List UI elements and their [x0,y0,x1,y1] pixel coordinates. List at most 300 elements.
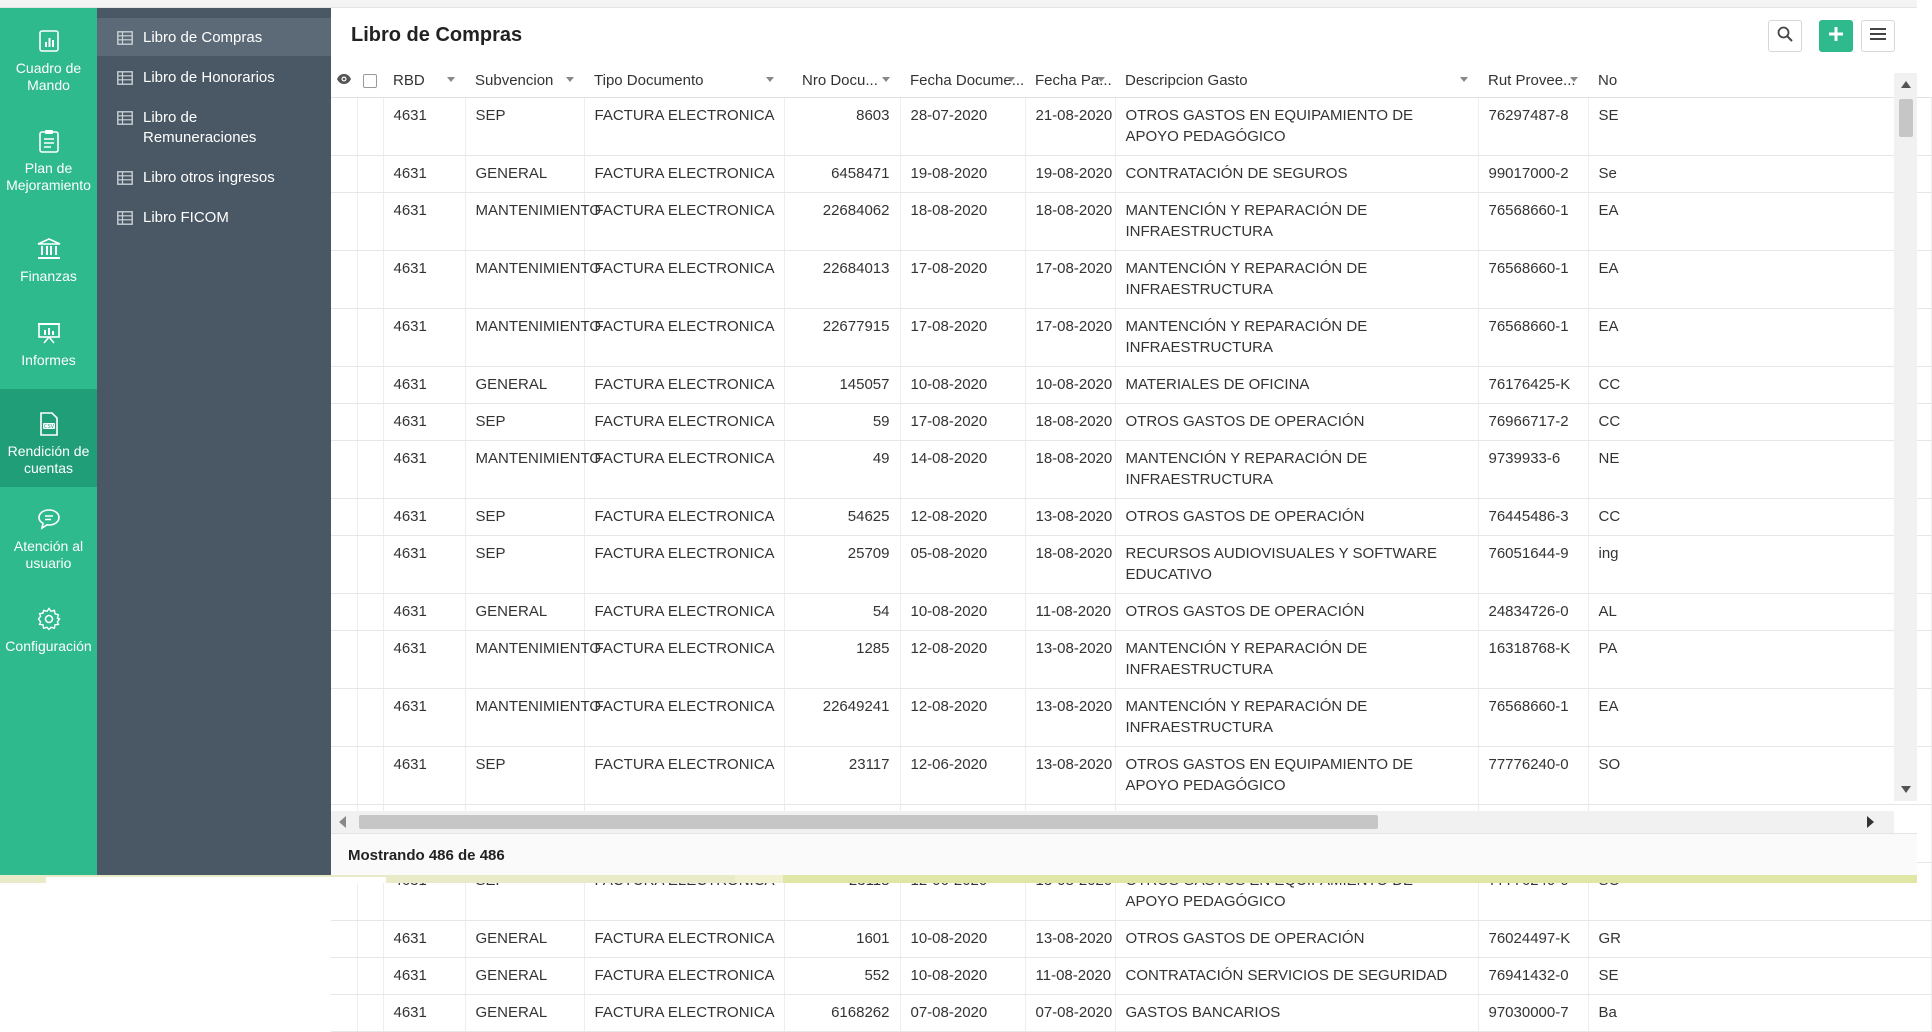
row-control-cell [331,308,357,366]
book-list-icon [117,111,133,125]
cell-rbd: 4631 [383,593,465,630]
row-select-cell[interactable] [357,746,383,804]
cell-nombre: EA [1588,192,1931,250]
cell-subvencion: MANTENIMIENTO [465,630,584,688]
cell-tipo: FACTURA ELECTRONICA [584,366,784,403]
taskbar-segment [783,875,1917,883]
cell-rut: 99017000-2 [1478,155,1588,192]
cell-rut: 76297487-8 [1478,97,1588,155]
cell-rut: 76568660-1 [1478,250,1588,308]
row-select-cell[interactable] [357,97,383,155]
cell-nro: 22649241 [784,688,900,746]
row-control-cell [331,920,357,957]
main-panel [331,8,1917,1021]
cell-nombre: SE [1588,97,1931,155]
cell-fecha-pago: 13-08-2020 [1025,630,1115,688]
row-control-cell [331,746,357,804]
cell-rut: 76445486-3 [1478,498,1588,535]
cell-nro: 22684062 [784,192,900,250]
cell-subvencion: GENERAL [465,957,584,994]
column-label: Tipo Documento [594,72,704,90]
cell-tipo: FACTURA ELECTRONICA [584,746,784,804]
taskbar-segment [735,875,783,883]
cell-fecha-doc: 14-08-2020 [900,440,1025,498]
table-header-row [331,65,1931,97]
cell-nro: 1285 [784,630,900,688]
cell-fecha-doc: 12-08-2020 [900,630,1025,688]
cell-fecha-doc: 17-08-2020 [900,250,1025,308]
row-select-cell[interactable] [357,630,383,688]
rail-item-finanzas[interactable] [0,236,97,302]
cell-subvencion: SEP [465,498,584,535]
cell-rbd: 4631 [383,366,465,403]
table-footer [331,833,1917,875]
cell-nro: 54625 [784,498,900,535]
cell-subvencion: GENERAL [465,593,584,630]
cell-rut: 24834726-0 [1478,593,1588,630]
row-control-cell [331,250,357,308]
sort-caret-icon [1097,77,1105,82]
sort-caret-icon [766,77,774,82]
cell-tipo: FACTURA ELECTRONICA [584,994,784,1031]
cell-fecha-pago: 17-08-2020 [1025,308,1115,366]
svg-text:CSV: CSV [43,424,54,430]
cell-nro: 49 [784,440,900,498]
cell-fecha-doc: 07-08-2020 [900,994,1025,1031]
table-row[interactable] [331,688,1931,746]
cell-descripcion: GASTOS BANCARIOS [1115,994,1478,1031]
cell-fecha-doc: 05-08-2020 [900,535,1025,593]
table-row[interactable] [331,403,1931,440]
cell-descripcion: MANTENCIÓN Y REPARACIÓN DE INFRAESTRUCTURA [1115,688,1478,746]
cell-descripcion: MANTENCIÓN Y REPARACIÓN DE INFRAESTRUCTURA [1115,192,1478,250]
cell-fecha-pago: 11-08-2020 [1025,957,1115,994]
table-row[interactable] [331,630,1931,688]
cell-subvencion: GENERAL [465,155,584,192]
cell-fecha-doc: 10-08-2020 [900,593,1025,630]
scroll-down-arrow-icon[interactable] [1901,786,1911,793]
main-rail [0,8,97,875]
column-header-descripcion-gasto[interactable] [1115,65,1478,97]
cell-descripcion: OTROS GASTOS DE OPERACIÓN [1115,403,1478,440]
rail-item-atencion-al-usuario[interactable] [0,506,97,586]
cell-subvencion: MANTENIMIENTO [465,308,584,366]
subnav-item-label: Libro de Honorarios [143,69,275,86]
plus-icon [1829,27,1843,46]
cell-fecha-doc: 28-07-2020 [900,97,1025,155]
scroll-left-arrow-icon[interactable] [339,816,346,828]
rail-item-label: Atención al usuario [13,538,84,571]
cell-nro: 25709 [784,535,900,593]
cell-nombre: CC [1588,498,1931,535]
cell-rut: 76568660-1 [1478,308,1588,366]
table-row[interactable] [331,250,1931,308]
row-control-cell [331,440,357,498]
subnav-item-label: Libro de Remuneraciones [143,109,257,146]
cell-subvencion: MANTENIMIENTO [465,688,584,746]
cell-fecha-pago: 18-08-2020 [1025,192,1115,250]
subnav-item-libro-ficom[interactable] [97,208,331,238]
column-label: Fecha Pa... [1035,72,1112,90]
table-row[interactable] [331,97,1931,155]
table-row[interactable] [331,308,1931,366]
cell-nombre: EA [1588,688,1931,746]
cell-tipo: FACTURA ELECTRONICA [584,308,784,366]
menu-button[interactable] [1861,20,1895,52]
column-label: RBD [393,72,425,90]
cell-rut: 76051644-9 [1478,535,1588,593]
row-select-cell[interactable] [357,250,383,308]
column-label: Rut Provee... [1488,72,1576,90]
cell-subvencion: SEP [465,746,584,804]
rail-item-informes[interactable] [0,320,97,386]
cell-tipo: FACTURA ELECTRONICA [584,192,784,250]
cell-fecha-doc: 12-08-2020 [900,688,1025,746]
row-control-cell [331,688,357,746]
row-control-cell [331,97,357,155]
cell-descripcion: OTROS GASTOS EN EQUIPAMIENTO DE APOYO PEDAGÓGICO [1115,97,1478,155]
column-header-subvencion[interactable] [465,65,584,97]
cell-tipo: FACTURA ELECTRONICA [584,630,784,688]
purchases-table [331,65,1932,1032]
select-all-header[interactable] [357,65,383,97]
row-control-cell [331,155,357,192]
cell-descripcion: MANTENCIÓN Y REPARACIÓN DE INFRAESTRUCTURA [1115,308,1478,366]
cell-fecha-doc: 12-08-2020 [900,498,1025,535]
cell-tipo: FACTURA ELECTRONICA [584,957,784,994]
table-row[interactable] [331,994,1931,1031]
cell-subvencion: GENERAL [465,994,584,1031]
cell-rbd: 4631 [383,746,465,804]
cell-nombre: EA [1588,308,1931,366]
cell-descripcion: MATERIALES DE OFICINA [1115,366,1478,403]
rail-item-configuracion[interactable] [0,606,97,672]
subnav-item-label: Libro otros ingresos [143,169,275,186]
table-row[interactable] [331,920,1931,957]
column-label: Nro Docu... [802,72,878,90]
table-row[interactable] [331,440,1931,498]
cell-nombre: AL [1588,593,1931,630]
clipboard-icon [36,128,62,154]
cell-tipo: FACTURA ELECTRONICA [584,403,784,440]
column-header-rbd[interactable] [383,65,465,97]
column-label: No [1598,72,1618,90]
cell-fecha-pago: 21-08-2020 [1025,97,1115,155]
cell-descripcion: OTROS GASTOS DE OPERACIÓN [1115,593,1478,630]
row-control-cell [331,403,357,440]
row-control-cell [331,192,357,250]
row-select-cell[interactable] [357,403,383,440]
cell-nombre: EA [1588,250,1931,308]
subnav-item-libro-otros-ingresos[interactable] [97,168,331,198]
cell-descripcion: MANTENCIÓN Y REPARACIÓN DE INFRAESTRUCTURA [1115,440,1478,498]
table-row[interactable] [331,155,1931,192]
cell-nro: 6458471 [784,155,900,192]
cell-fecha-pago: 10-08-2020 [1025,366,1115,403]
rail-item-rendicion-de-cuentas[interactable] [0,389,97,487]
cell-tipo: FACTURA ELECTRONICA [584,250,784,308]
cell-rbd: 4631 [383,498,465,535]
table-row[interactable] [331,366,1931,403]
cell-nro: 54 [784,593,900,630]
book-list-icon [117,171,133,185]
column-header-rut-proveedor[interactable] [1478,65,1588,97]
cell-tipo: FACTURA ELECTRONICA [584,535,784,593]
column-header-fecha-documento[interactable] [900,65,1025,97]
taskbar-strip [0,875,1917,883]
row-select-cell[interactable] [357,366,383,403]
sort-caret-icon [1007,77,1015,82]
cell-rbd: 4631 [383,920,465,957]
cell-fecha-doc: 12-06-2020 [900,746,1025,804]
cell-fecha-doc: 10-08-2020 [900,366,1025,403]
select-all-checkbox[interactable] [363,74,377,88]
csv-file-icon [36,411,62,437]
cell-descripcion: APOYO PEDAGÓGICO [1115,862,1478,920]
row-control-cell [331,535,357,593]
table-body [331,97,1931,1031]
cell-descripcion: CONTRATACIÓN DE SEGUROS [1115,155,1478,192]
add-button[interactable] [1819,20,1853,52]
cell-rbd: 4631 [383,192,465,250]
book-list-icon [117,211,133,225]
page-title: Libro de Compras [351,24,523,46]
column-label: Descripcion Gasto [1125,72,1248,90]
column-label: Fecha Docume... [910,72,1025,90]
subnav-item-libro-de-remuneraciones[interactable] [97,108,331,158]
presentation-icon [36,320,62,346]
rail-item-label: Plan de Mejoramiento [6,160,91,193]
row-select-cell[interactable] [357,498,383,535]
search-button[interactable] [1768,20,1802,52]
rail-item-label: Rendición de cuentas [7,443,90,476]
cell-subvencion: MANTENIMIENTO [465,250,584,308]
cell-tipo: FACTURA ELECTRONICA [584,593,784,630]
cell-tipo: FACTURA ELECTRONICA [584,920,784,957]
horizontal-scroll-thumb[interactable] [359,815,1378,829]
cell-subvencion: GENERAL [465,920,584,957]
cell-fecha-doc: 18-08-2020 [900,192,1025,250]
sort-caret-icon [1460,77,1468,82]
row-control-cell [331,994,357,1031]
cell-subvencion: SEP [465,97,584,155]
subnav-item-libro-de-honorarios[interactable] [97,68,331,98]
subnav-item-libro-de-compras[interactable] [97,18,331,56]
row-select-cell[interactable] [357,994,383,1031]
sort-caret-icon [447,77,455,82]
cell-rut: 76941432-0 [1478,957,1588,994]
column-label: Subvencion [475,72,554,90]
cell-tipo: FACTURA ELECTRONICA [584,155,784,192]
cell-fecha-pago: 19-08-2020 [1025,155,1115,192]
cell-descripcion: MANTENCIÓN Y REPARACIÓN DE INFRAESTRUCTURA [1115,630,1478,688]
horizontal-scrollbar[interactable] [331,811,1894,833]
cell-fecha-pago: 18-08-2020 [1025,403,1115,440]
cell-subvencion: SEP [465,403,584,440]
cell-descripcion: MANTENCIÓN Y REPARACIÓN DE INFRAESTRUCTURA [1115,250,1478,308]
rail-item-label: Finanzas [20,268,77,284]
cell-rbd: 4631 [383,308,465,366]
table-row[interactable] [331,746,1931,804]
cell-rbd: 4631 [383,97,465,155]
cell-subvencion: MANTENIMIENTO [465,440,584,498]
rail-item-cuadro-de-mando[interactable] [0,28,97,110]
cell-rbd: 4631 [383,688,465,746]
eye-icon [336,72,352,89]
cell-fecha-pago: 13-08-2020 [1025,920,1115,957]
sort-caret-icon [882,77,890,82]
row-select-cell[interactable] [357,192,383,250]
row-select-cell[interactable] [357,593,383,630]
cell-nro: 6168262 [784,994,900,1031]
scroll-right-arrow-icon[interactable] [1867,816,1874,828]
gear-icon [36,606,62,632]
row-control-cell [331,498,357,535]
cell-fecha-pago: 07-08-2020 [1025,994,1115,1031]
bank-icon [36,236,62,262]
row-select-cell[interactable] [357,155,383,192]
cell-tipo: FACTURA ELECTRONICA [584,688,784,746]
row-select-cell[interactable] [357,440,383,498]
cell-descripcion: OTROS GASTOS EN EQUIPAMIENTO DE APOYO PEDAGÓGICO [1115,746,1478,804]
subnav-item-label: Libro de Compras [143,29,263,46]
cell-rut: 76176425-K [1478,366,1588,403]
cell-subvencion: SEP [465,535,584,593]
book-list-icon [117,31,133,45]
cell-fecha-pago: 11-08-2020 [1025,593,1115,630]
hamburger-icon [1870,27,1886,46]
cell-tipo: FACTURA ELECTRONICA [584,97,784,155]
cell-rut: 9739933-6 [1478,440,1588,498]
search-icon [1777,26,1793,47]
rail-item-label: Cuadro de Mando [15,60,82,93]
row-select-cell[interactable] [357,957,383,994]
cell-nombre: PA [1588,630,1931,688]
table-row[interactable] [331,498,1931,535]
cell-nro: 8603 [784,97,900,155]
cell-fecha-doc: 10-08-2020 [900,957,1025,994]
sort-caret-icon [566,77,574,82]
cell-rut: 76568660-1 [1478,688,1588,746]
cell-subvencion: GENERAL [465,366,584,403]
subnav-item-label: Libro FICOM [143,209,229,226]
cell-nro: 552 [784,957,900,994]
row-control-cell [331,957,357,994]
top-bar [0,0,1917,8]
row-select-cell[interactable] [357,688,383,746]
cell-rbd: 4631 [383,535,465,593]
cell-tipo: FACTURA ELECTRONICA [584,440,784,498]
cell-nombre: CC [1588,366,1931,403]
vertical-scrollbar[interactable] [1894,73,1917,801]
cell-rbd: 4631 [383,403,465,440]
cell-rut: 97030000-7 [1478,994,1588,1031]
row-control-cell [331,593,357,630]
row-select-cell[interactable] [357,308,383,366]
cell-nro: 1601 [784,920,900,957]
cell-rbd: 4631 [383,155,465,192]
row-control-cell [331,366,357,403]
book-list-icon [117,71,133,85]
cell-rbd: 4631 [383,630,465,688]
cell-nombre: CC [1588,403,1931,440]
cell-fecha-pago: 17-08-2020 [1025,250,1115,308]
cell-rbd: 4631 [383,957,465,994]
table-row[interactable] [331,192,1931,250]
cell-nombre: SO [1588,746,1931,804]
chart-icon [36,28,62,54]
cell-nro: 59 [784,403,900,440]
cell-fecha-pago: 18-08-2020 [1025,440,1115,498]
cell-rut: 76966717-2 [1478,403,1588,440]
table-row[interactable] [331,535,1931,593]
table-row[interactable] [331,957,1931,994]
record-count-status: Mostrando 486 de 486 [348,847,505,864]
cell-rbd: 4631 [383,440,465,498]
cell-nro: 22677915 [784,308,900,366]
cell-nombre: SE [1588,957,1931,994]
cell-nombre: Se [1588,155,1931,192]
column-header-fecha-pago[interactable] [1025,65,1115,97]
rail-item-label: Configuración [5,638,92,654]
row-control-cell [331,630,357,688]
column-header-nombre[interactable] [1588,65,1931,97]
cell-nro: 145057 [784,366,900,403]
cell-fecha-doc: 19-08-2020 [900,155,1025,192]
cell-fecha-pago: 13-08-2020 [1025,498,1115,535]
row-select-cell[interactable] [357,920,383,957]
chat-icon [36,506,62,532]
cell-nombre: NE [1588,440,1931,498]
cell-descripcion: OTROS GASTOS DE OPERACIÓN [1115,920,1478,957]
cell-descripcion: CONTRATACIÓN SERVICIOS DE SEGURIDAD [1115,957,1478,994]
sort-caret-icon [1570,77,1578,82]
cell-descripcion: RECURSOS AUDIOVISUALES Y SOFTWARE EDUCATIVO [1115,535,1478,593]
cell-nombre: GR [1588,920,1931,957]
scroll-up-arrow-icon[interactable] [1901,81,1911,88]
cell-tipo: FACTURA ELECTRONICA [584,498,784,535]
cell-rut: 16318768-K [1478,630,1588,688]
column-visibility-header[interactable] [331,65,357,97]
cell-rbd: 4631 [383,250,465,308]
cell-fecha-pago: 18-08-2020 [1025,535,1115,593]
table-row[interactable] [331,593,1931,630]
rail-item-plan-de-mejoramiento[interactable] [0,128,97,214]
rail-item-label: Informes [21,352,76,368]
cell-descripcion: OTROS GASTOS DE OPERACIÓN [1115,498,1478,535]
row-select-cell[interactable] [357,535,383,593]
cell-fecha-doc: 17-08-2020 [900,403,1025,440]
cell-rut: 76568660-1 [1478,192,1588,250]
cell-rbd: 4631 [383,994,465,1031]
cell-nombre: Ba [1588,994,1931,1031]
cell-rut: 76024497-K [1478,920,1588,957]
sub-navigation [97,8,331,875]
cell-nro: 23117 [784,746,900,804]
cell-rut: 77776240-0 [1478,746,1588,804]
column-header-tipo-documento[interactable] [584,65,784,97]
cell-fecha-pago: 13-08-2020 [1025,688,1115,746]
cell-fecha-doc: 10-08-2020 [900,920,1025,957]
vertical-scroll-thumb[interactable] [1899,99,1913,137]
cell-fecha-pago: 13-08-2020 [1025,746,1115,804]
cell-nro: 22684013 [784,250,900,308]
taskbar-segment [46,877,386,883]
cell-nombre: ing [1588,535,1931,593]
column-header-nro-documento[interactable] [784,65,900,97]
cell-fecha-doc: 17-08-2020 [900,308,1025,366]
cell-subvencion: MANTENIMIENTO [465,192,584,250]
